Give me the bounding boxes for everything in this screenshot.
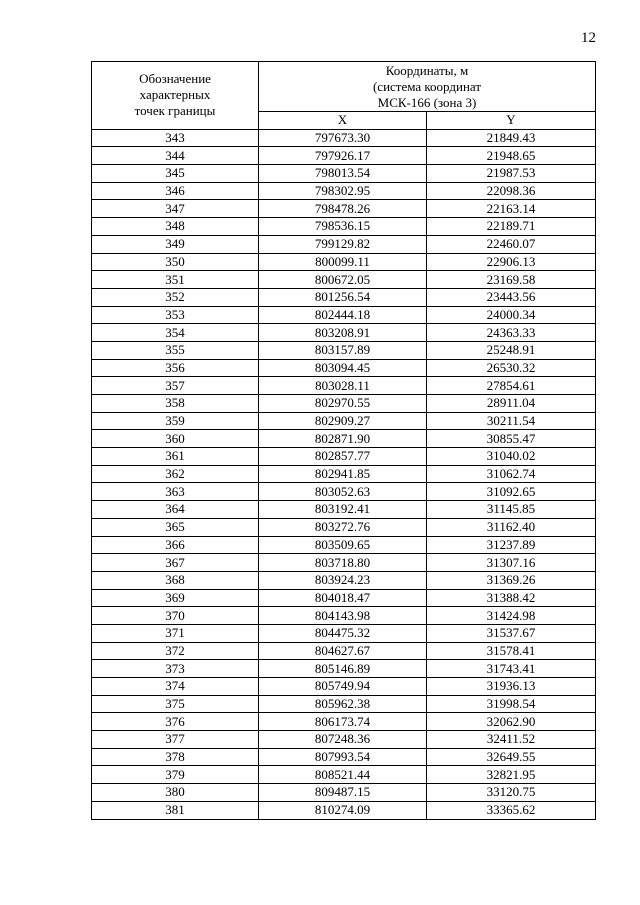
- table-row: [92, 713, 596, 731]
- point-cell: 359: [92, 412, 259, 430]
- table-row: [92, 660, 596, 678]
- point-cell: 364: [92, 501, 259, 519]
- x-column-header: X: [259, 112, 427, 130]
- coords-header-line-3: МСК-166 (зона 3): [377, 95, 477, 110]
- y-coordinate-cell: 30211.54: [427, 412, 596, 430]
- point-cell: 366: [92, 536, 259, 554]
- x-coordinate-cell: 804475.32: [259, 624, 427, 642]
- table-row: [92, 235, 596, 253]
- table-row: [92, 448, 596, 466]
- y-coordinate-cell: 31237.89: [427, 536, 596, 554]
- table-row: [92, 377, 596, 395]
- point-cell: 351: [92, 271, 259, 289]
- y-coordinate-cell: 31162.40: [427, 518, 596, 536]
- table-row: [92, 554, 596, 572]
- x-coordinate-cell: 798013.54: [259, 165, 427, 183]
- y-coordinate-cell: 30855.47: [427, 430, 596, 448]
- y-coordinate-cell: 21948.65: [427, 147, 596, 165]
- x-coordinate-cell: 805749.94: [259, 678, 427, 696]
- point-cell: 343: [92, 129, 259, 147]
- table-row: [92, 607, 596, 625]
- x-coordinate-cell: 802871.90: [259, 430, 427, 448]
- x-coordinate-cell: 803272.76: [259, 518, 427, 536]
- table-row: [92, 501, 596, 519]
- table-row: [92, 748, 596, 766]
- y-coordinate-cell: 24000.34: [427, 306, 596, 324]
- x-coordinate-cell: 800672.05: [259, 271, 427, 289]
- point-cell: 375: [92, 695, 259, 713]
- y-coordinate-cell: 31537.67: [427, 624, 596, 642]
- x-coordinate-cell: 804143.98: [259, 607, 427, 625]
- table-body: [92, 129, 596, 819]
- table-row: [92, 288, 596, 306]
- point-cell: 363: [92, 483, 259, 501]
- x-coordinate-cell: 803718.80: [259, 554, 427, 572]
- x-coordinate-cell: 806173.74: [259, 713, 427, 731]
- point-cell: 362: [92, 465, 259, 483]
- point-cell: 349: [92, 235, 259, 253]
- point-cell: 352: [92, 288, 259, 306]
- y-coordinate-cell: 33365.62: [427, 801, 596, 819]
- y-coordinate-cell: 22460.07: [427, 235, 596, 253]
- x-coordinate-cell: 802941.85: [259, 465, 427, 483]
- y-coordinate-cell: 22163.14: [427, 200, 596, 218]
- point-header-line-3: точек границы: [134, 103, 216, 119]
- point-cell: 381: [92, 801, 259, 819]
- table-row: [92, 731, 596, 749]
- point-header-line-1: Обозначение: [139, 71, 211, 87]
- page-number: 12: [581, 30, 596, 46]
- point-cell: 368: [92, 571, 259, 589]
- y-coordinate-cell: 23443.56: [427, 288, 596, 306]
- table-row: [92, 147, 596, 165]
- x-coordinate-cell: 808521.44: [259, 766, 427, 784]
- point-cell: 371: [92, 624, 259, 642]
- point-cell: 345: [92, 165, 259, 183]
- table-row: [92, 359, 596, 377]
- point-cell: 369: [92, 589, 259, 607]
- point-cell: 367: [92, 554, 259, 572]
- table-row: [92, 465, 596, 483]
- y-coordinate-cell: 32411.52: [427, 731, 596, 749]
- y-coordinate-cell: 23169.58: [427, 271, 596, 289]
- table-header: [92, 62, 596, 130]
- x-coordinate-cell: 809487.15: [259, 784, 427, 802]
- x-coordinate-cell: 803052.63: [259, 483, 427, 501]
- x-coordinate-cell: 798478.26: [259, 200, 427, 218]
- y-coordinate-cell: 25248.91: [427, 341, 596, 359]
- point-cell: 377: [92, 731, 259, 749]
- point-cell: 344: [92, 147, 259, 165]
- table-row: [92, 306, 596, 324]
- x-coordinate-cell: 800099.11: [259, 253, 427, 271]
- point-cell: 372: [92, 642, 259, 660]
- point-cell: 376: [92, 713, 259, 731]
- table-row: [92, 271, 596, 289]
- x-coordinate-cell: 805146.89: [259, 660, 427, 678]
- y-coordinate-cell: 32649.55: [427, 748, 596, 766]
- table-row: [92, 324, 596, 342]
- x-coordinate-cell: 805962.38: [259, 695, 427, 713]
- x-coordinate-cell: 803192.41: [259, 501, 427, 519]
- table-row: [92, 395, 596, 413]
- point-header-line-2: характерных: [139, 87, 211, 103]
- x-coordinate-cell: 798536.15: [259, 218, 427, 236]
- point-cell: 365: [92, 518, 259, 536]
- y-coordinate-cell: 21987.53: [427, 165, 596, 183]
- point-cell: 348: [92, 218, 259, 236]
- coords-header-line-1: Координаты, м: [385, 63, 469, 78]
- y-coordinate-cell: 24363.33: [427, 324, 596, 342]
- table-row: [92, 624, 596, 642]
- x-coordinate-cell: 797673.30: [259, 129, 427, 147]
- table-row: [92, 518, 596, 536]
- y-coordinate-cell: 31307.16: [427, 554, 596, 572]
- y-coordinate-cell: 31092.65: [427, 483, 596, 501]
- table-row: [92, 165, 596, 183]
- table-row: [92, 801, 596, 819]
- x-coordinate-cell: 804627.67: [259, 642, 427, 660]
- table-row: [92, 678, 596, 696]
- coordinates-column-header: [259, 62, 596, 112]
- x-coordinate-cell: 802444.18: [259, 306, 427, 324]
- point-cell: 378: [92, 748, 259, 766]
- coordinates-table: [91, 61, 596, 820]
- table-row: [92, 589, 596, 607]
- x-coordinate-cell: 807248.36: [259, 731, 427, 749]
- x-coordinate-cell: 802909.27: [259, 412, 427, 430]
- x-coordinate-cell: 804018.47: [259, 589, 427, 607]
- table-row: [92, 642, 596, 660]
- point-cell: 361: [92, 448, 259, 466]
- y-coordinate-cell: 31936.13: [427, 678, 596, 696]
- table-row: [92, 430, 596, 448]
- y-coordinate-cell: 31145.85: [427, 501, 596, 519]
- table-row: [92, 200, 596, 218]
- point-column-header: [92, 62, 259, 130]
- y-coordinate-cell: 27854.61: [427, 377, 596, 395]
- x-coordinate-cell: 803208.91: [259, 324, 427, 342]
- point-cell: 356: [92, 359, 259, 377]
- table-row: [92, 182, 596, 200]
- y-coordinate-cell: 32062.90: [427, 713, 596, 731]
- point-cell: 353: [92, 306, 259, 324]
- point-cell: 355: [92, 341, 259, 359]
- x-coordinate-cell: 799129.82: [259, 235, 427, 253]
- x-coordinate-cell: 798302.95: [259, 182, 427, 200]
- y-coordinate-cell: 28911.04: [427, 395, 596, 413]
- table-row: [92, 766, 596, 784]
- y-coordinate-cell: 31998.54: [427, 695, 596, 713]
- point-cell: 370: [92, 607, 259, 625]
- y-coordinate-cell: 33120.75: [427, 784, 596, 802]
- x-coordinate-cell: 803509.65: [259, 536, 427, 554]
- y-coordinate-cell: 31424.98: [427, 607, 596, 625]
- y-coordinate-cell: 26530.32: [427, 359, 596, 377]
- table-row: [92, 784, 596, 802]
- y-coordinate-cell: 22098.36: [427, 182, 596, 200]
- coords-header-line-2: (система координат: [372, 79, 482, 94]
- table-row: [92, 129, 596, 147]
- y-column-header: Y: [427, 112, 596, 130]
- point-cell: 379: [92, 766, 259, 784]
- point-cell: 374: [92, 678, 259, 696]
- point-cell: 354: [92, 324, 259, 342]
- table-row: [92, 253, 596, 271]
- y-coordinate-cell: 22189.71: [427, 218, 596, 236]
- table-row: [92, 695, 596, 713]
- x-coordinate-cell: 803028.11: [259, 377, 427, 395]
- table-row: [92, 412, 596, 430]
- point-cell: 346: [92, 182, 259, 200]
- table-row: [92, 218, 596, 236]
- x-coordinate-cell: 810274.09: [259, 801, 427, 819]
- point-cell: 347: [92, 200, 259, 218]
- x-coordinate-cell: 803157.89: [259, 341, 427, 359]
- x-coordinate-cell: 802857.77: [259, 448, 427, 466]
- y-coordinate-cell: 31388.42: [427, 589, 596, 607]
- y-coordinate-cell: 31743.41: [427, 660, 596, 678]
- table-row: [92, 571, 596, 589]
- table-row: [92, 483, 596, 501]
- y-coordinate-cell: 31578.41: [427, 642, 596, 660]
- x-coordinate-cell: 807993.54: [259, 748, 427, 766]
- x-coordinate-cell: 803924.23: [259, 571, 427, 589]
- y-coordinate-cell: 32821.95: [427, 766, 596, 784]
- point-cell: 360: [92, 430, 259, 448]
- point-cell: 373: [92, 660, 259, 678]
- point-cell: 358: [92, 395, 259, 413]
- point-cell: 380: [92, 784, 259, 802]
- point-cell: 357: [92, 377, 259, 395]
- y-coordinate-cell: 31062.74: [427, 465, 596, 483]
- y-coordinate-cell: 31040.02: [427, 448, 596, 466]
- table-row: [92, 341, 596, 359]
- table-row: [92, 536, 596, 554]
- y-coordinate-cell: 21849.43: [427, 129, 596, 147]
- x-coordinate-cell: 801256.54: [259, 288, 427, 306]
- y-coordinate-cell: 31369.26: [427, 571, 596, 589]
- x-coordinate-cell: 803094.45: [259, 359, 427, 377]
- y-coordinate-cell: 22906.13: [427, 253, 596, 271]
- x-coordinate-cell: 802970.55: [259, 395, 427, 413]
- point-cell: 350: [92, 253, 259, 271]
- x-coordinate-cell: 797926.17: [259, 147, 427, 165]
